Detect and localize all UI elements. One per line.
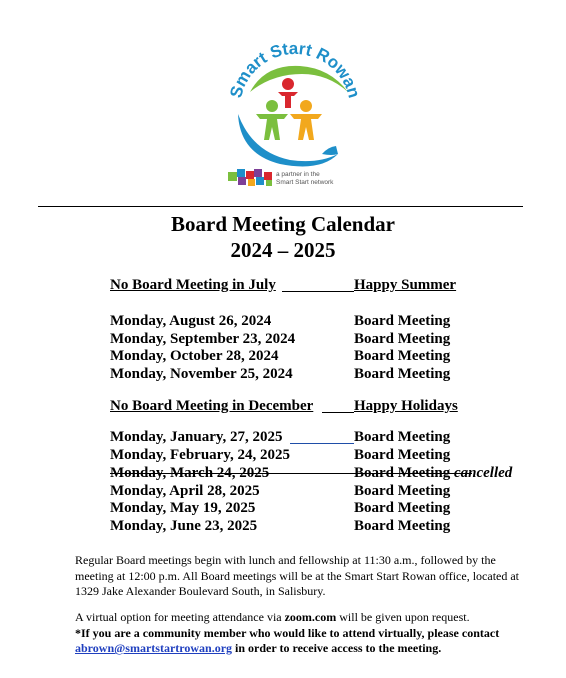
cancelled-note: cancelled: [453, 465, 513, 481]
community-note-text: *If you are a community member who would like to attend virtually, please contact: [75, 625, 500, 640]
schedule-date: Monday, February, 24, 2025: [110, 447, 291, 463]
svg-text:Smart Start network: Smart Start network: [276, 179, 334, 186]
schedule-date: Monday, May 19, 2025: [110, 500, 256, 516]
schedule-event: Board Meeting: [354, 348, 451, 364]
page-title: Board Meeting Calendar: [171, 212, 395, 236]
schedule-event: Happy Summer: [354, 277, 457, 293]
svg-text:a partner in the: a partner in the: [276, 171, 320, 178]
strikethrough-line: [110, 473, 472, 474]
schedule-row: [110, 482, 550, 500]
schedule-row-cancelled: [110, 464, 550, 482]
schedule-row: [110, 365, 550, 383]
virtual-option-info: [75, 610, 535, 657]
community-note-suffix: in order to receive access to the meeting.: [232, 641, 442, 655]
schedule-date: Monday, June 23, 2025: [110, 518, 258, 534]
schedule-row: [110, 446, 550, 464]
svg-text:Smart Start Rowan: Smart Start Rowan: [226, 38, 364, 101]
schedule-row: [110, 428, 550, 446]
regular-meeting-info: Regular Board meetings begin with lunch and fellowship at 11:30 a.m., followed by the meeting at 12:00 p.m. All Board meetings will be at the Smart Start Rowan office, located at 1329 Jake Alexander Boulevard South, in Salisbury.: [75, 553, 520, 598]
schedule-date: Monday, August 26, 2024: [110, 313, 272, 329]
zoom-site: zoom.com: [284, 610, 337, 624]
schedule-row: [110, 330, 550, 348]
page-subtitle-years: 2024 – 2025: [230, 238, 336, 262]
schedule-row: [110, 517, 550, 535]
schedule-event: Board Meeting: [354, 500, 451, 516]
schedule-event: Board Meeting: [354, 331, 451, 347]
community-note: [75, 626, 499, 656]
underline-gap: [282, 291, 354, 292]
virtual-suffix: will be given upon request.: [336, 610, 470, 624]
schedule-row: [110, 312, 550, 330]
schedule-event: Board Meeting: [354, 518, 451, 534]
schedule-date: No Board Meeting in December: [110, 398, 314, 414]
underline-gap: [322, 412, 354, 413]
schedule-date: Monday, March 24, 2025: [110, 465, 270, 481]
blue-underline-gap: [290, 443, 354, 444]
schedule-event: Board Meeting: [354, 447, 451, 463]
schedule-event: Board Meeting: [354, 313, 451, 329]
schedule-event: Happy Holidays: [354, 398, 458, 414]
header-divider: [38, 206, 523, 207]
smart-start-rowan-logo: [210, 14, 370, 192]
contact-email-link[interactable]: abrown@smartstartrowan.org: [75, 641, 233, 655]
virtual-prefix: A virtual option for meeting attendance via: [75, 610, 285, 624]
schedule-date: Monday, September 23, 2024: [110, 331, 296, 347]
schedule-date: No Board Meeting in July: [110, 277, 276, 293]
schedule-event: Board Meeting: [354, 429, 451, 445]
schedule-row-july: [110, 276, 550, 294]
schedule-event: Board Meeting: [354, 483, 451, 499]
schedule-row-december: [110, 397, 550, 415]
schedule-date: Monday, April 28, 2025: [110, 483, 260, 499]
schedule-row: [110, 499, 550, 517]
schedule-row: [110, 347, 550, 365]
schedule-date: Monday, October 28, 2024: [110, 348, 279, 364]
schedule-event-label: Board Meeting: [354, 465, 451, 481]
schedule-date: Monday, January, 27, 2025: [110, 429, 283, 445]
schedule-event: Board Meeting: [354, 366, 451, 382]
schedule-date: Monday, November 25, 2024: [110, 366, 293, 382]
